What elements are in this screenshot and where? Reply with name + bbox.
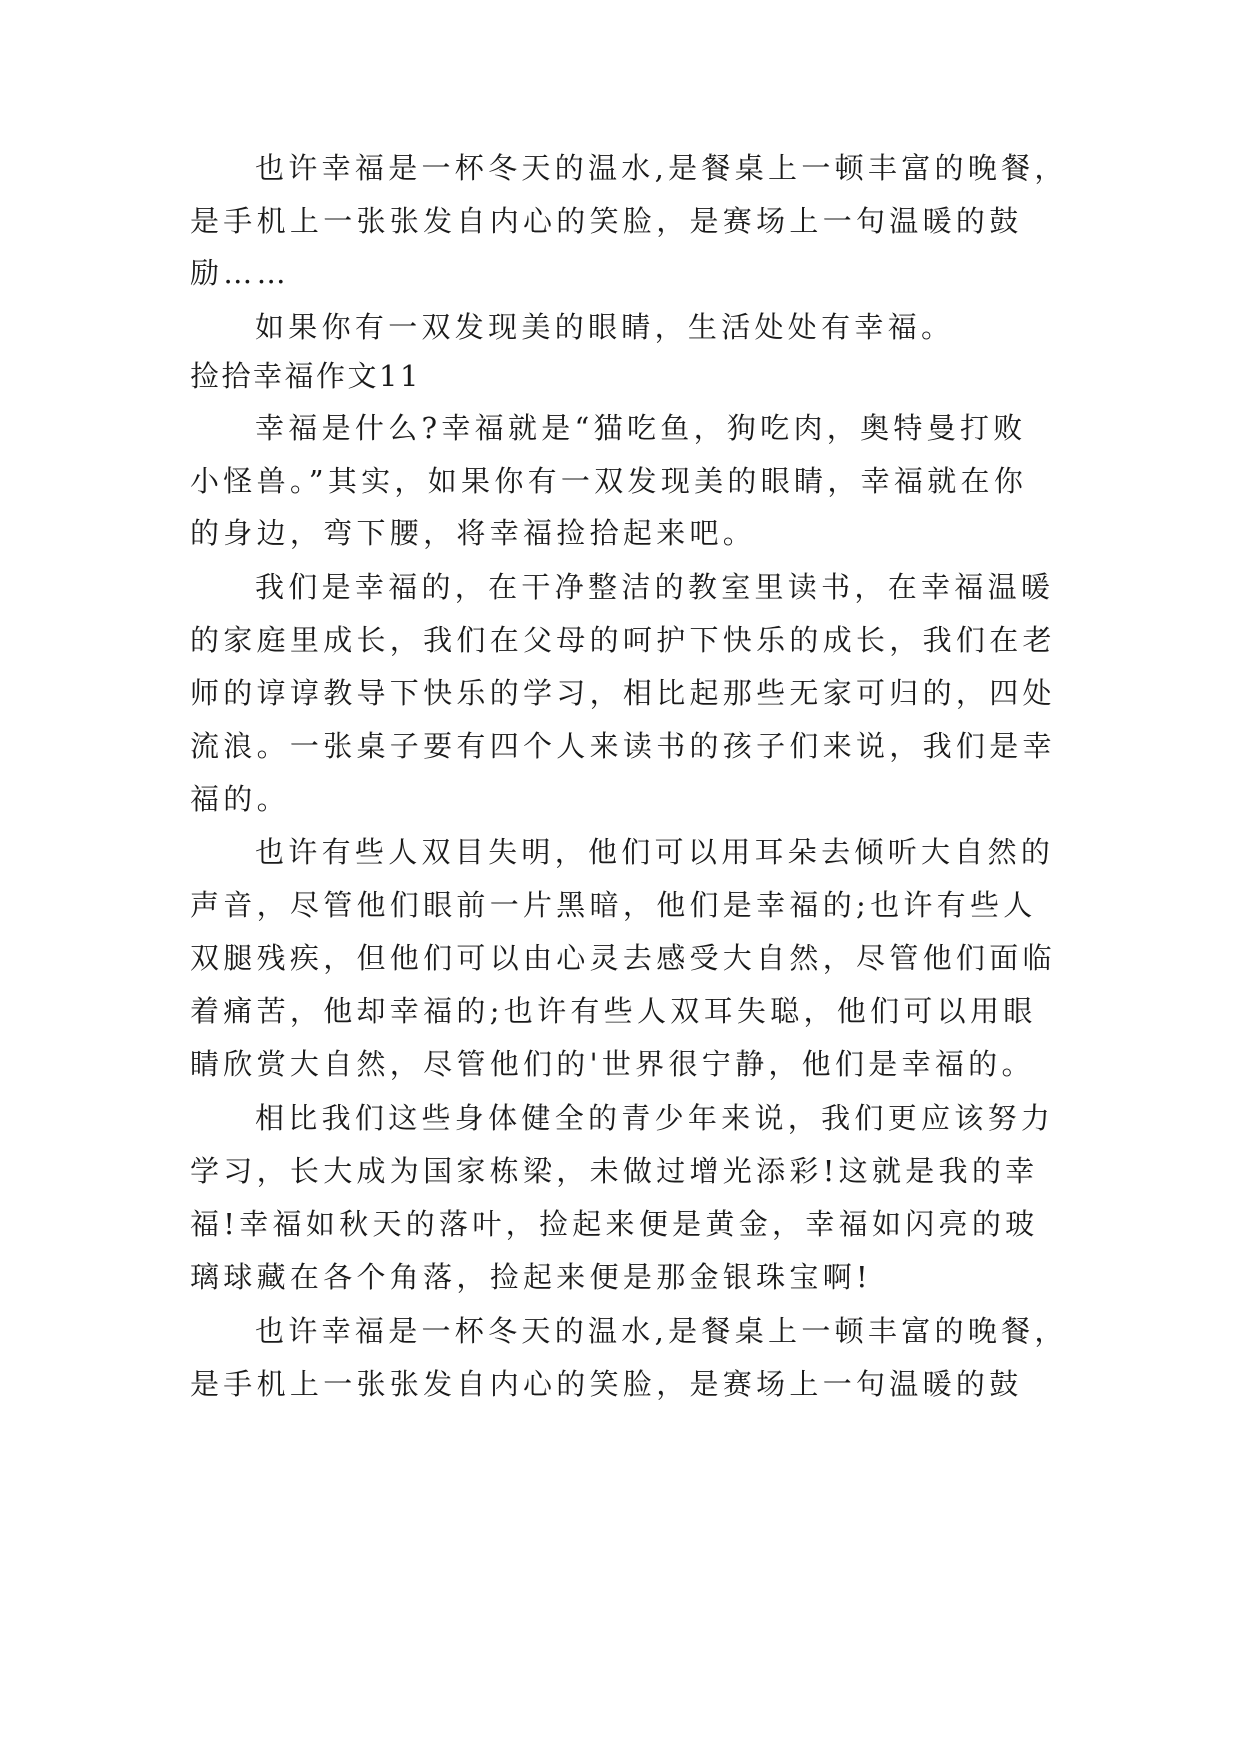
paragraph-line: 的家庭里成长，我们在父母的呵护下快乐的成长，我们在老 xyxy=(190,623,1056,657)
paragraph-line: 师的谆谆教导下快乐的学习，相比起那些无家可归的，四处 xyxy=(190,676,1056,710)
paragraph-line: 幸福是什么?幸福就是“猫吃鱼，狗吃肉，奥特曼打败 xyxy=(255,411,1027,445)
paragraph-line: 是手机上一张张发自内心的笑脸，是赛场上一句温暖的鼓 xyxy=(190,1367,1023,1401)
paragraph-line: 双腿残疾，但他们可以由心灵去感受大自然，尽管他们面临 xyxy=(190,941,1056,975)
paragraph-line: 如果你有一双发现美的眼睛，生活处处有幸福。 xyxy=(255,310,955,344)
paragraph-line: 声音，尽管他们眼前一片黑暗，他们是幸福的;也许有些人 xyxy=(190,888,1037,922)
paragraph-line: 福的。 xyxy=(190,782,290,816)
paragraph-line: 也许幸福是一杯冬天的温水,是餐桌上一顿丰富的晚餐， xyxy=(255,1314,1068,1348)
paragraph-line: 学习，长大成为国家栋梁，未做过增光添彩!这就是我的幸 xyxy=(190,1154,1039,1188)
paragraph-line: 励…… xyxy=(190,256,290,290)
paragraph-line: 小怪兽。”其实，如果你有一双发现美的眼睛，幸福就在你 xyxy=(190,464,1028,498)
paragraph-line: 璃球藏在各个角落，捡起来便是那金银珠宝啊! xyxy=(190,1260,872,1294)
paragraph-line: 福!幸福如秋天的落叶，捡起来便是黄金，幸福如闪亮的玻 xyxy=(190,1207,1039,1241)
section-heading: 捡拾幸福作文11 xyxy=(190,359,421,393)
paragraph-line: 着痛苦，他却幸福的;也许有些人双耳失聪，他们可以用眼 xyxy=(190,994,1037,1028)
paragraph-line: 的身边，弯下腰，将幸福捡拾起来吧。 xyxy=(190,516,757,550)
paragraph-line: 也许幸福是一杯冬天的温水,是餐桌上一顿丰富的晚餐， xyxy=(255,151,1068,185)
paragraph-line: 是手机上一张张发自内心的笑脸，是赛场上一句温暖的鼓 xyxy=(190,204,1023,238)
paragraph-line: 流浪。一张桌子要有四个人来读书的孩子们来说，我们是幸 xyxy=(190,729,1056,763)
paragraph-line: 我们是幸福的，在干净整洁的教室里读书，在幸福温暖 xyxy=(255,570,1055,604)
paragraph-line: 睛欣赏大自然，尽管他们的'世界很宁静，他们是幸福的。 xyxy=(190,1047,1035,1081)
paragraph-line: 也许有些人双目失明，他们可以用耳朵去倾听大自然的 xyxy=(255,835,1055,869)
paragraph-line: 相比我们这些身体健全的青少年来说，我们更应该努力 xyxy=(255,1101,1055,1135)
